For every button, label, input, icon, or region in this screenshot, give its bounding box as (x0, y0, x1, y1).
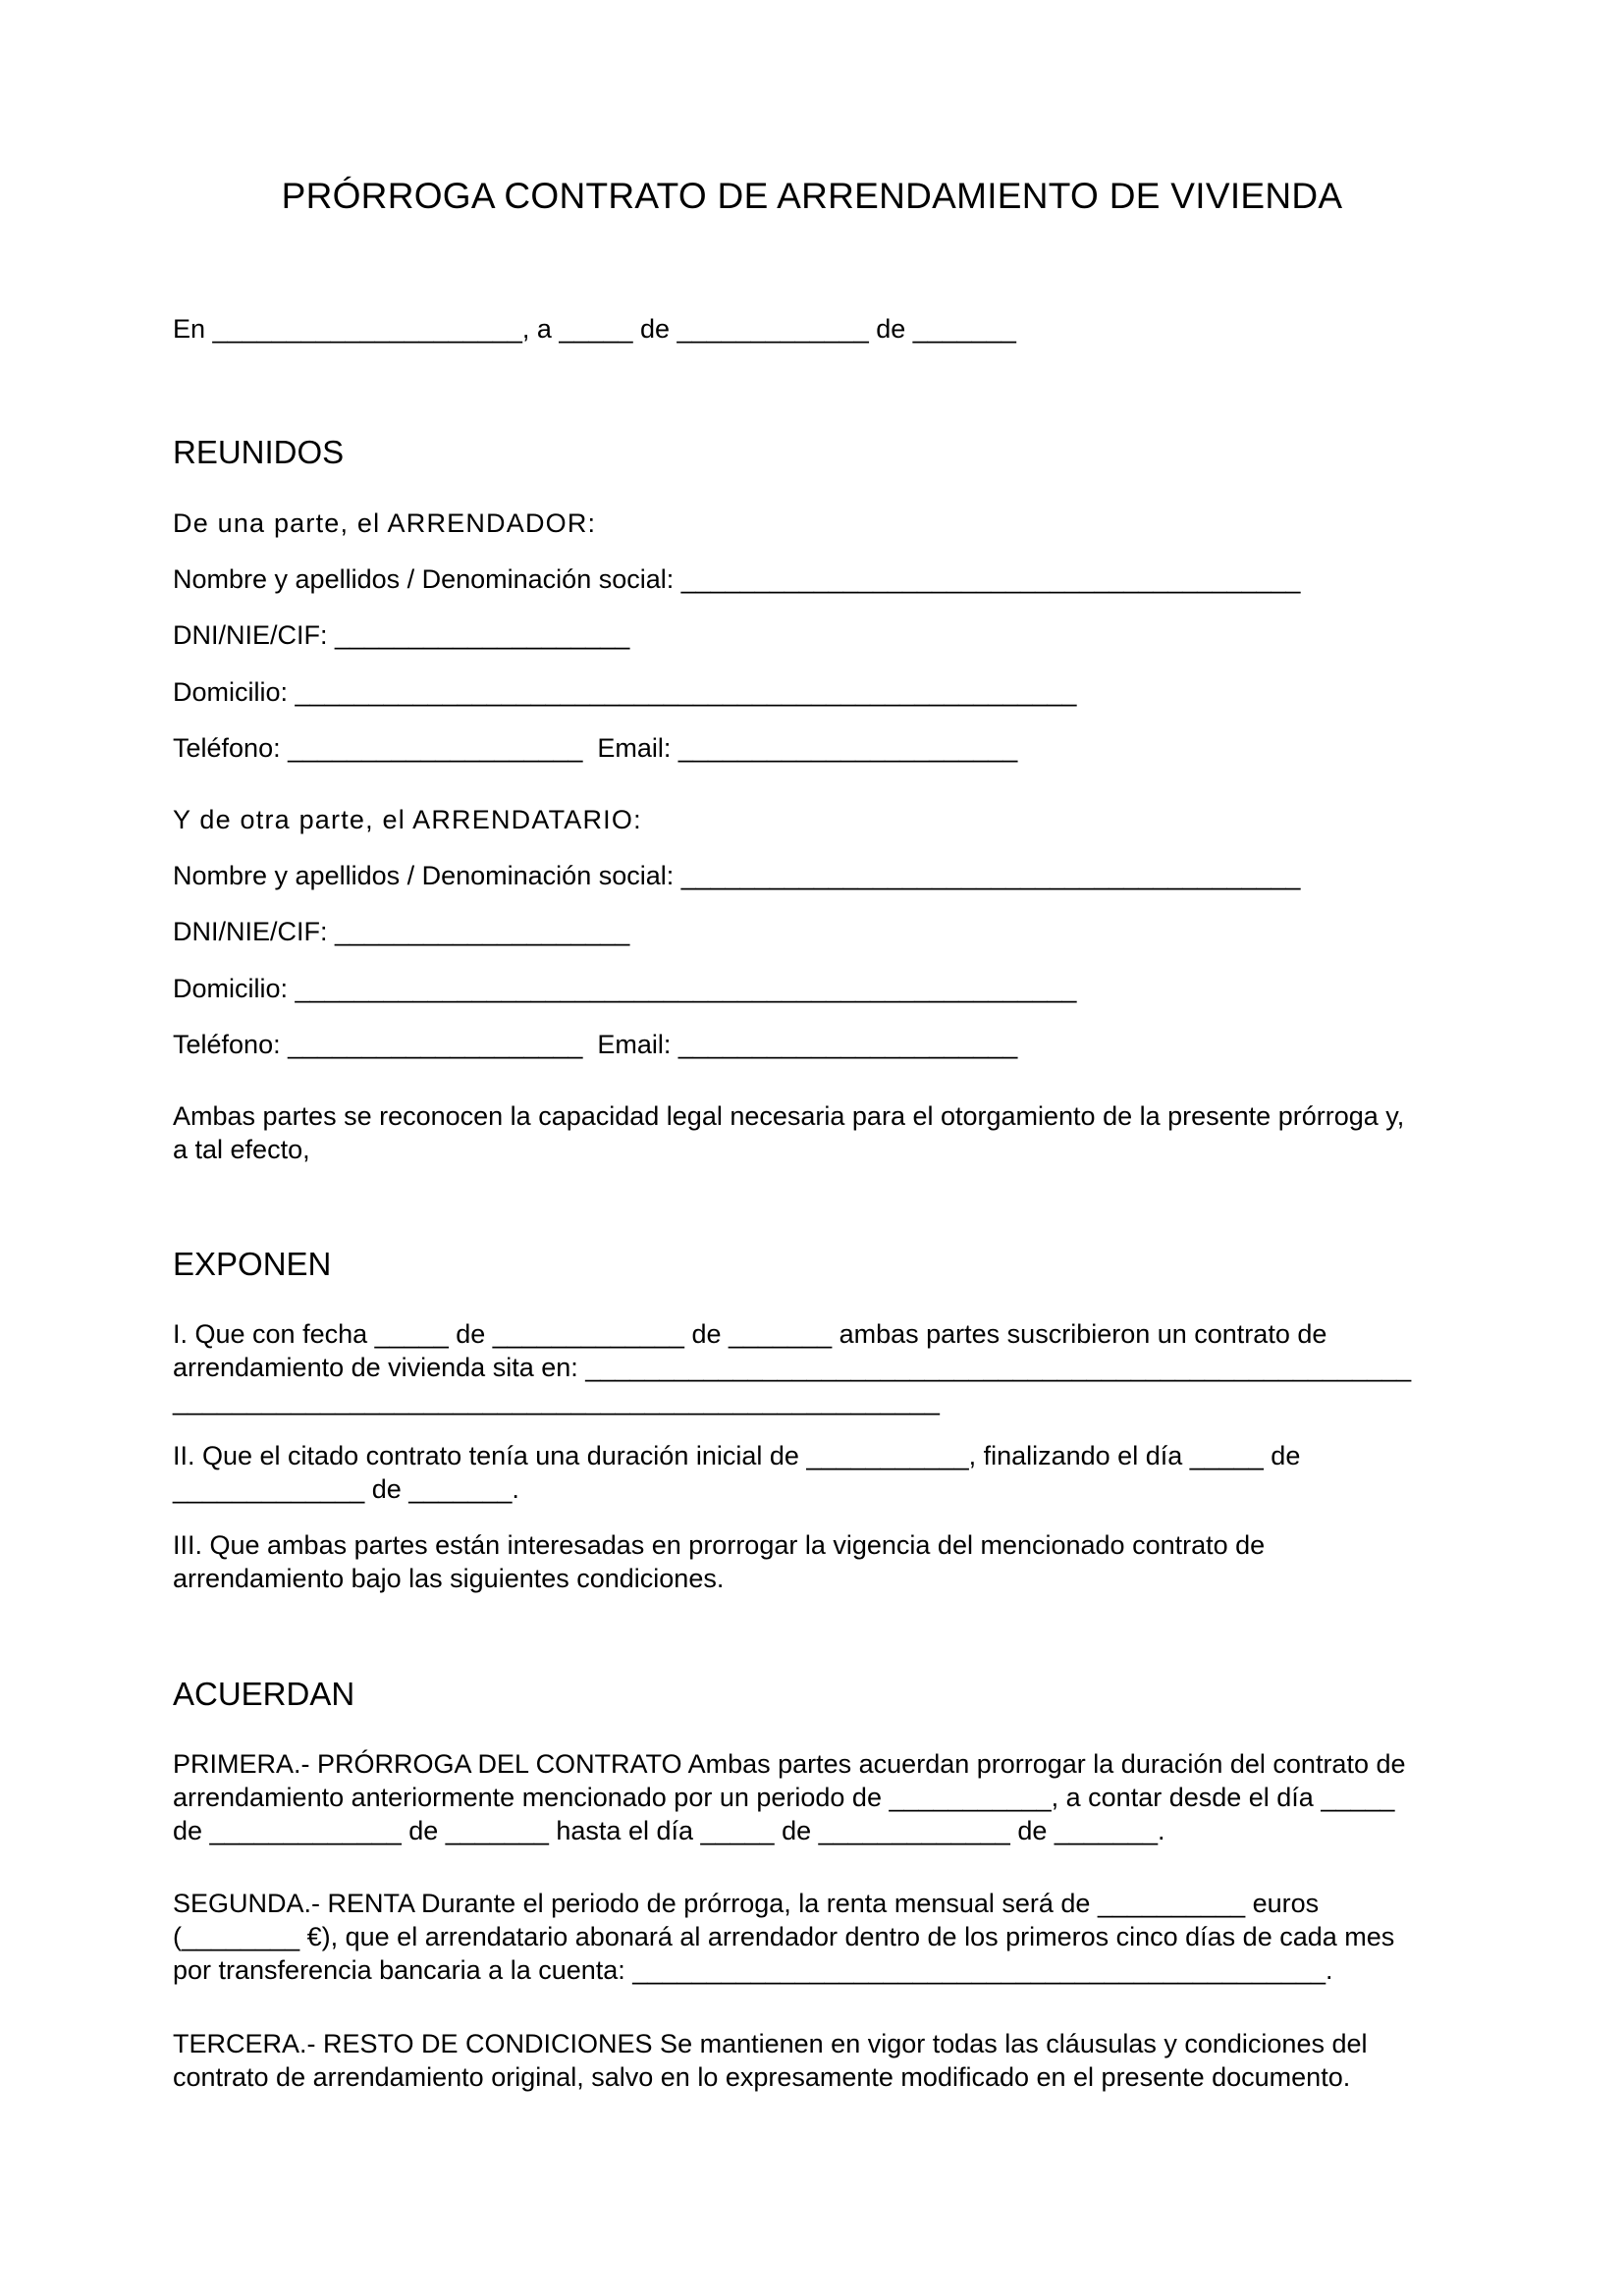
arrendatario-name-line: Nombre y apellidos / Denominación social: __________________________________________ (173, 861, 1301, 890)
arrendador-intro: De una parte, el ARRENDADOR: (173, 508, 597, 538)
tercera-line-2: contrato de arrendamiento original, salvo en lo expresamente modificado en el presente documento. (173, 2062, 1351, 2092)
arrendatario-intro: Y de otra parte, el ARRENDATARIO: (173, 805, 642, 834)
exponen-iii-line-2: arrendamiento bajo las siguientes condiciones. (173, 1564, 725, 1593)
exponen-iii-line-1: III. Que ambas partes están interesadas en prorrogar la vigencia del mencionado contrato de (173, 1530, 1266, 1560)
section-heading-reunidos: REUNIDOS (173, 434, 345, 470)
place-date-line: En _____________________, a _____ de _____________ de _______ (173, 314, 1016, 344)
primera-line-2: arrendamiento anteriormente mencionado por un periodo de ___________, a contar desde el día _____ (173, 1783, 1395, 1812)
exponen-i-line-1: I. Que con fecha _____ de _____________ de _______ ambas partes suscribieron un contrato de (173, 1319, 1327, 1349)
exponen-ii-line-2: _____________ de _______. (173, 1474, 519, 1504)
capacity-line-2: a tal efecto, (173, 1135, 310, 1164)
document-title: PRÓRROGA CONTRATO DE ARRENDAMIENTO DE VIVIENDA (281, 176, 1343, 216)
segunda-line-2: (________ €), que el arrendatario abonará al arrendador dentro de los primeros cinco días de cada mes (173, 1922, 1395, 1951)
arrendador-address-line: Domicilio: _____________________________________________________ (173, 677, 1077, 707)
primera-line-1: PRIMERA.- PRÓRROGA DEL CONTRATO Ambas partes acuerdan prorrogar la duración del contrato de (173, 1749, 1406, 1779)
arrendador-id-line: DNI/NIE/CIF: ____________________ (173, 620, 630, 650)
arrendatario-contact-line: Teléfono: ____________________ Email: _______________________ (173, 1030, 1018, 1059)
segunda-line-3: por transferencia bancaria a la cuenta: _______________________________________________. (173, 1955, 1333, 1985)
exponen-i-line-2: arrendamiento de vivienda sita en: ________________________________________________________ (173, 1353, 1412, 1382)
section-heading-exponen: EXPONEN (173, 1246, 332, 1282)
tercera-line-1: TERCERA.- RESTO DE CONDICIONES Se mantienen en vigor todas las cláusulas y condiciones del (173, 2029, 1368, 2058)
primera-line-3: de _____________ de _______ hasta el día _____ de _____________ de _______. (173, 1816, 1165, 1845)
segunda-line-1: SEGUNDA.- RENTA Durante el periodo de prórroga, la renta mensual será de __________ euros (173, 1889, 1320, 1918)
exponen-i-line-3: ____________________________________________________ (173, 1386, 940, 1415)
capacity-line-1: Ambas partes se reconocen la capacidad legal necesaria para el otorgamiento de la presente prórroga y, (173, 1101, 1405, 1131)
arrendador-name-line: Nombre y apellidos / Denominación social: __________________________________________ (173, 564, 1301, 594)
exponen-ii-line-1: II. Que el citado contrato tenía una duración inicial de ___________, finalizando el día _____ de (173, 1441, 1301, 1470)
arrendatario-address-line: Domicilio: _____________________________________________________ (173, 974, 1077, 1003)
arrendatario-id-line: DNI/NIE/CIF: ____________________ (173, 917, 630, 946)
section-heading-acuerdan: ACUERDAN (173, 1676, 355, 1712)
arrendador-contact-line: Teléfono: ____________________ Email: _______________________ (173, 733, 1018, 763)
